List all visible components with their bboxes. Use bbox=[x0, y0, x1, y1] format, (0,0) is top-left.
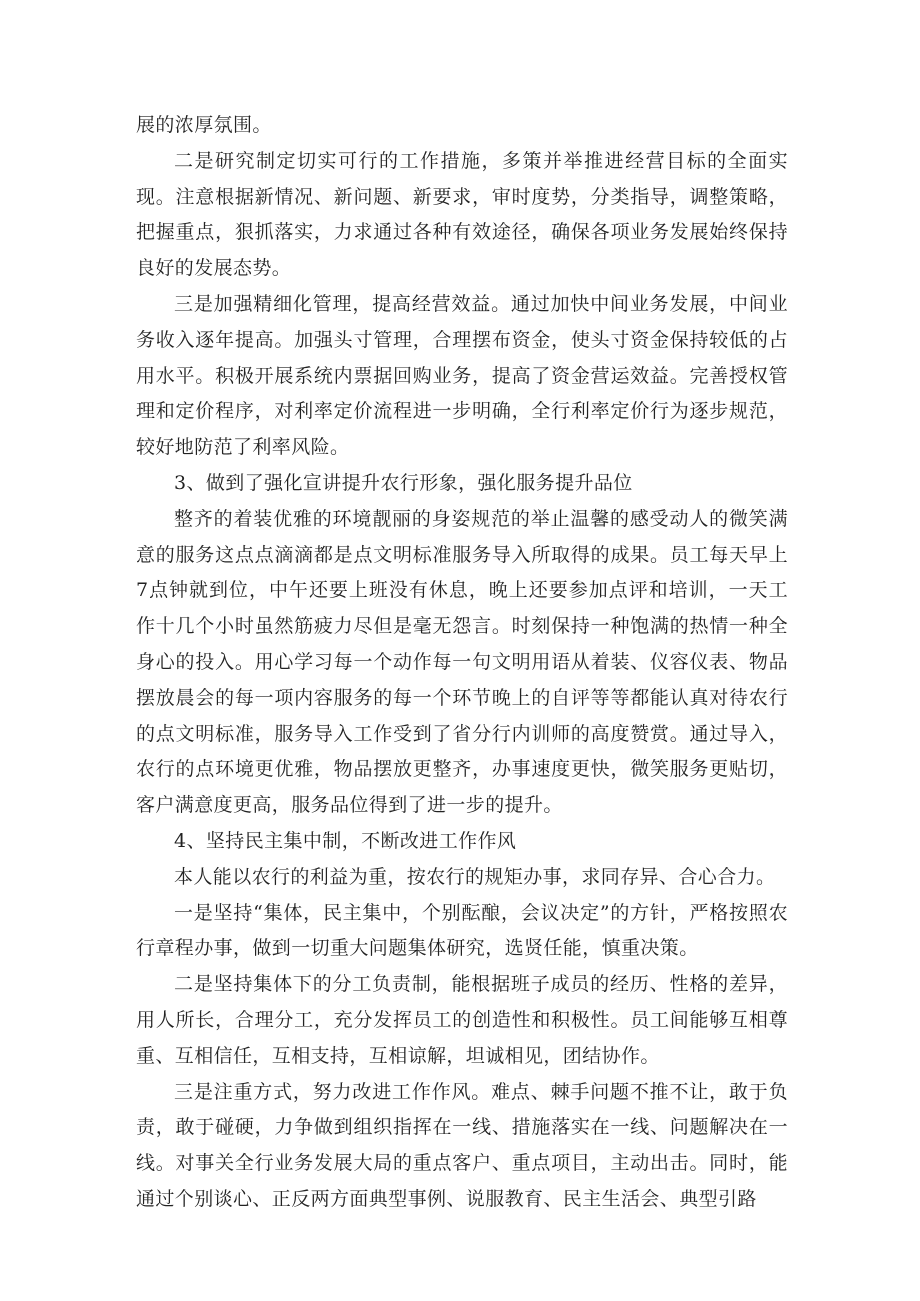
section-heading: 3、做到了强化宣讲提升农行形象，强化服务提升品位 bbox=[174, 471, 633, 494]
paragraph: 三是加强精细化管理，提高经营效益。通过加快中间业务发展，中间业务收入逐年提高。加强头寸管理，合理摆布资金，使头寸资金保持较低的占用水平。积极开展系统内票据回购业务，提高了资金营运效益。完善授权管理和定价程序，对利率定价流程进一步明确，全行利率定价行为逐步规范，较好地防范了利率风险。 bbox=[136, 292, 788, 459]
paragraph: 一是坚持“集体，民主集中，个别酝酿，会议决定”的方针，严格按照农行章程办事，做到一切重大问题集体研究，选贤任能，慎重决策。 bbox=[136, 901, 788, 960]
paragraph: 展的浓厚氛围。 bbox=[136, 114, 272, 136]
paragraph: 二是坚持集体下的分工负责制，能根据班子成员的经历、性格的差异，用人所长，合理分工，充分发挥员工的创造性和积极性。员工间能够互相尊重、互相信任，互相支持，互相谅解，坦诚相见，团结协作。 bbox=[136, 973, 788, 1067]
paragraph: 二是研究制定切实可行的工作措施，多策并举推进经营目标的全面实现。注意根据新情况、新问题、新要求，审时度势，分类指导，调整策略，把握重点，狠抓落实，力求通过各种有效途径，确保各项业务发展始终保持良好的发展态势。 bbox=[136, 149, 788, 280]
paragraph: 三是注重方式，努力改进工作作风。难点、棘手问题不推不让，敢于负责，敢于碰硬，力争做到组织指挥在一线、措施落实在一线、问题解决在一线。对事关全行业务发展大局的重点客户、重点项目，主动出击。同时，能通过个别谈心、正反两方面典型事例、说服教育、民主生活会、典型引路 bbox=[136, 1080, 788, 1210]
paragraph: 本人能以农行的利益为重，按农行的规矩办事，求同存异、合心合力。 bbox=[174, 865, 776, 888]
section-heading: 4、坚持民主集中制，不断改进工作作风 bbox=[174, 829, 517, 852]
document-body bbox=[136, 108, 788, 1218]
paragraph: 整齐的着装优雅的环境靓丽的身姿规范的举止温馨的感受动人的微笑满意的服务这点点滴滴都是点文明标准服务导入所取得的成果。员工每天早上7点钟就到位，中午还要上班没有休息，晚上还要参加点评和培训，一天工作十几个小时虽然筋疲力尽但是毫无怨言。时刻保持一种饱满的热情一种全身心的投入。用心学习每一个动作每一句文明用语从着装、仪容仪表、物品摆放晨会的每一项内容服务的每一个环节晚上的自评等等都能认真对待农行的点文明标准，服务导入工作受到了省分行内训师的高度赞赏。通过导入，农行的点环境更优雅，物品摆放更整齐，办事速度更快，微笑服务更贴切，客户满意度更高，服务品位得到了进一步的提升。 bbox=[136, 507, 788, 817]
